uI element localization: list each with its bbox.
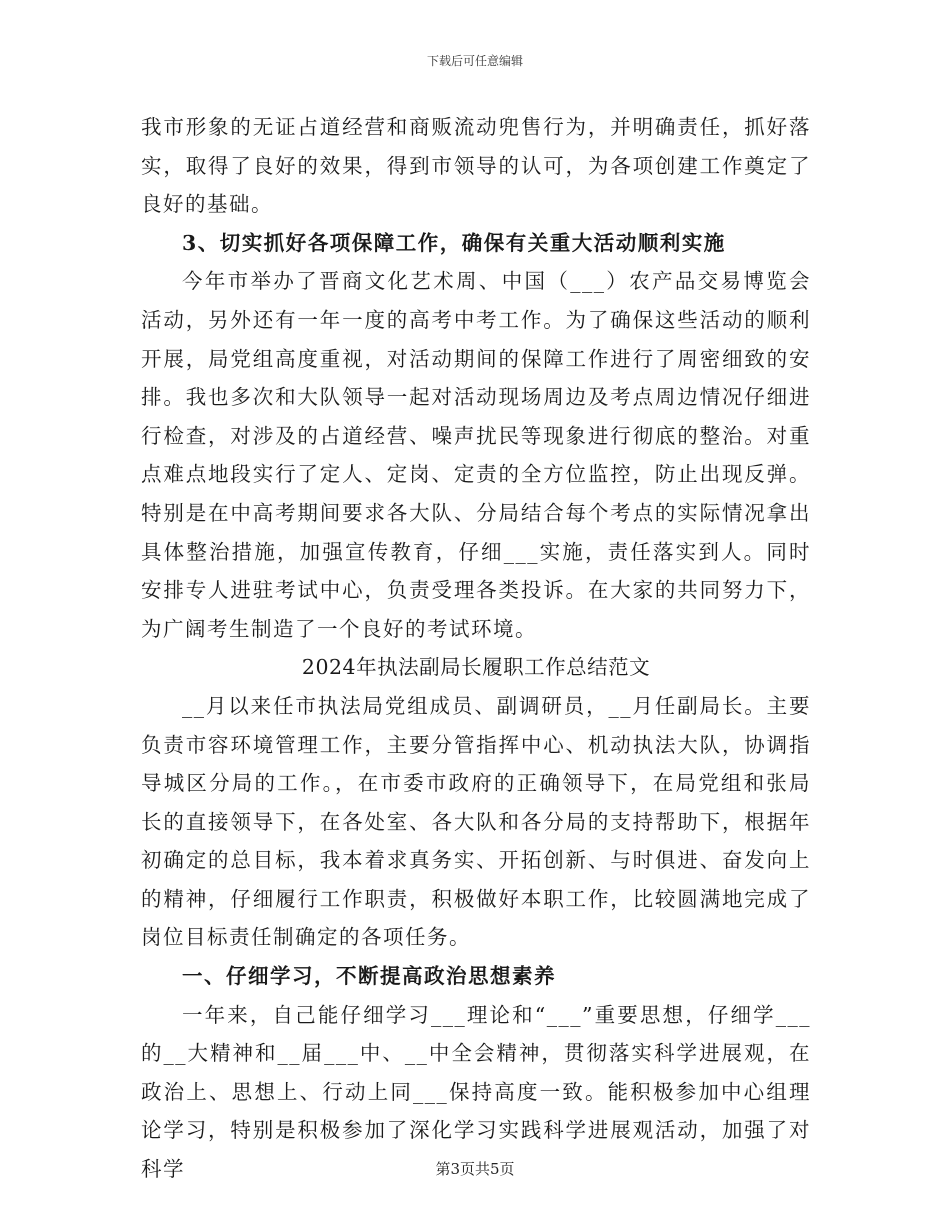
document-title: 2024年执法副局长履职工作总结范文 [301,655,651,680]
document-body [141,108,811,1189]
paragraph-continuation: 我市形象的无证占道经营和商贩流动兜售行为，并明确责任，抓好落实，取得了良好的效果，得到市领导的认可，为各项创建工作奠定了良好的基础。 [141,115,811,217]
section-heading-1: 一、仔细学习，不断提高政治思想素养 [182,964,556,989]
paragraph-events: 今年市举办了晋商文化艺术周、中国（___）农产品交易博览会活动，另外还有一年一度的高考中考工作。为了确保这些活动的顺利开展，局党组高度重视，对活动期间的保障工作进行了周密细致的安排。我也多次和大队领导一起对活动现场周边及考点周边情况仔细进行检查，对涉及的占道经营、噪声扰民等现象进行彻底的整治。对重点难点地段实行了定人、定岗、定责的全方位监控，防止出现反弹。特别是在中高考期间要求各大队、分局结合每个考点的实际情况拿出具体整治措施，加强宣传教育，仔细___实施，责任落实到人。同时安排专人进驻考试中心，负责受理各类投诉。在大家的共同努力下，为广阔考生制造了一个良好的考试环境。 [141,269,811,641]
page-number: 第3页共5页 [435,1160,515,1178]
header-note: 下载后可任意编辑 [426,54,523,68]
paragraph-study: 一年来，自己能仔细学习___理论和“___”重要思想，仔细学___的__大精神和__届___中、__中全会精神，贯彻落实科学进展观，在政治上、思想上、行动上同___保持高度一致。能积极参加中心组理论学习，特别是积极参加了深化学习实践科学进展观活动，加强了对科学 [141,1002,811,1182]
paragraph-intro: __月以来任市执法局党组成员、副调研员，__月任副局长。主要负责市容环境管理工作，主要分管指挥中心、机动执法大队，协调指导城区分局的工作。，在市委市政府的正确领导下，在局党组和张局长的直接领导下，在各处室、各大队和各分局的支持帮助下，根据年初确定的总目标，我本着求真务实、开拓创新、与时俱进、奋发向上的精神，仔细履行工作职责，积极做好本职工作，比较圆满地完成了岗位目标责任制确定的各项任务。 [141,693,811,950]
section-heading-3: 3、切实抓好各项保障工作，确保有关重大活动顺利实施 [182,230,726,255]
